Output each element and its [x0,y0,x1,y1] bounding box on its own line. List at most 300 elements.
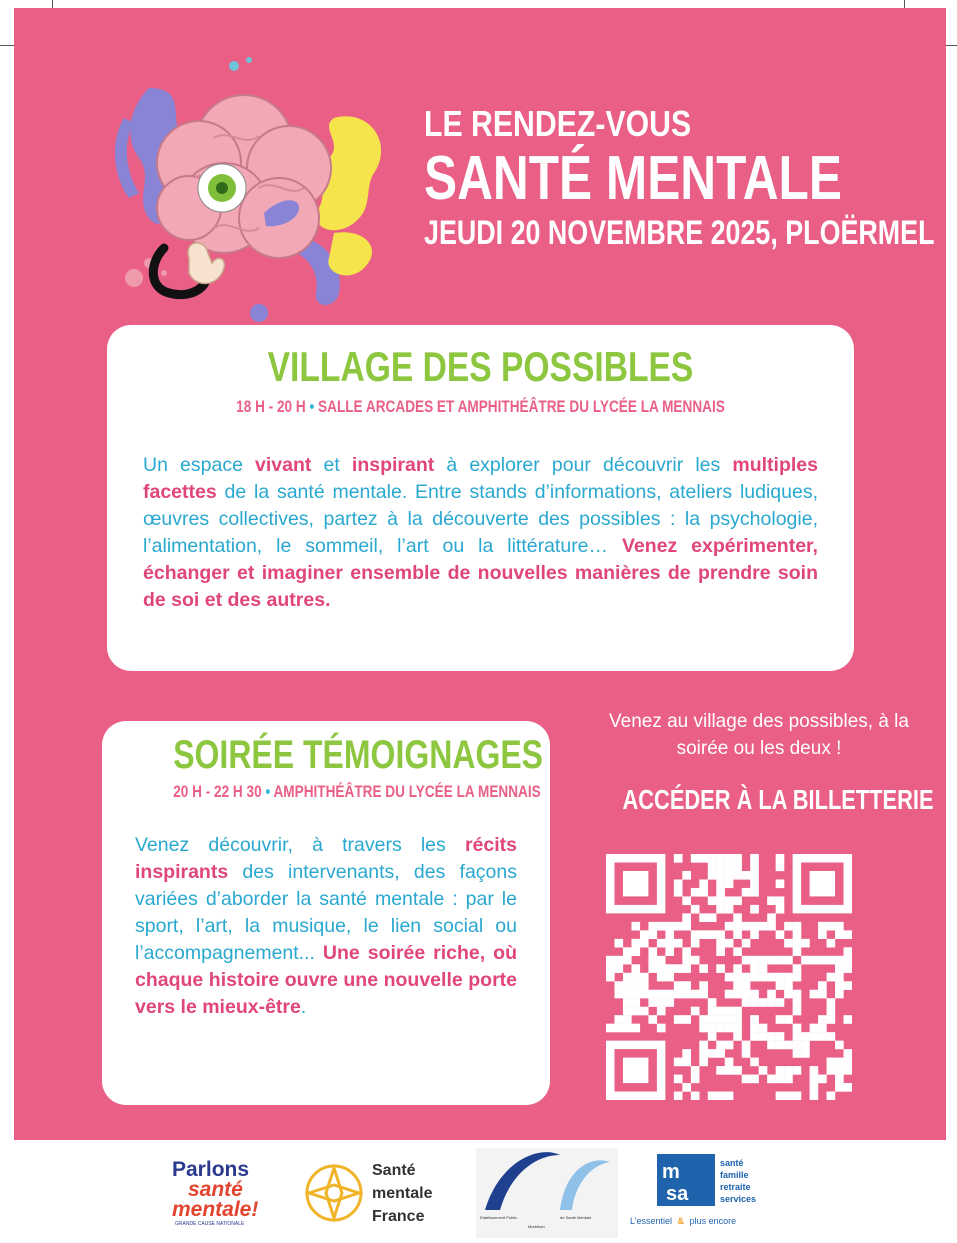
qr-module [733,1007,742,1016]
qr-module [648,922,657,931]
qr-module [835,1058,844,1067]
body-text: à explorer pour découvrir les [434,454,733,476]
qr-module [827,998,836,1007]
qr-module [818,1015,827,1024]
qr-module [733,947,742,956]
qr-module [810,990,819,999]
qr-module [725,1092,734,1100]
msa-line: retraite [720,1182,751,1192]
qr-module [818,922,827,931]
qr-module [708,1015,717,1024]
qr-module [699,1058,708,1067]
qr-module [657,964,666,973]
qr-module [725,905,734,914]
qr-module [716,1024,725,1033]
qr-module [776,862,785,871]
qr-module [793,1007,802,1016]
qr-module [767,896,776,905]
qr-module [699,913,708,922]
qr-module [657,998,666,1007]
msa-line: famille [720,1170,749,1180]
msa-line: services [720,1194,757,1204]
qr-module [674,879,683,888]
qr-module [614,939,623,948]
soiree-place: AMPHITHÉÂTRE DU LYCÉE LA MENNAIS [273,782,541,801]
epsm-bottom: Morbihan [528,1224,545,1229]
qr-module [750,964,759,973]
qr-module [810,1092,819,1100]
qr-module [691,1092,700,1100]
qr-module [835,922,844,931]
qr-module [776,1075,785,1084]
header-date-place: JEUDI 20 NOVEMBRE 2025, PLOËRMEL [424,214,935,252]
qr-module [708,1024,717,1033]
qr-module [733,854,742,863]
qr-module [776,1015,785,1024]
qr-module [818,990,827,999]
qr-module [725,973,734,982]
qr-module [827,1058,836,1067]
qr-module [750,1024,759,1033]
qr-module [716,939,725,948]
qr-module [623,1024,632,1033]
qr-module [759,922,768,931]
qr-module [784,973,793,982]
body-text: et [311,454,352,476]
parlons-sante-mentale-logo [172,1158,258,1227]
qr-module [614,981,623,990]
qr-module [665,922,674,931]
qr-module [674,964,683,973]
qr-module [708,854,717,863]
qr-module [750,956,759,965]
epsm-left: Etablissement Public [480,1215,518,1220]
qr-module [682,871,691,880]
qr-module [776,1092,785,1100]
qr-module [776,1032,785,1041]
qr-module [750,990,759,999]
qr-module [682,947,691,956]
psm-tagline: GRANDE CAUSE NATIONALE [175,1221,245,1227]
qr-module [793,1049,802,1058]
qr-module [827,1015,836,1024]
qr-module [708,871,717,880]
qr-module [716,862,725,871]
qr-module [784,981,793,990]
qr-module [793,964,802,973]
qr-module [682,1049,691,1058]
qr-module [699,879,708,888]
qr-module [674,922,683,931]
qr-module [614,964,623,973]
qr-module [776,998,785,1007]
qr-module [657,1007,666,1016]
qr-module [640,990,649,999]
qr-module [623,1058,648,1083]
msa-line: santé [720,1158,744,1168]
msa-slogan-a: L’essentiel [630,1216,673,1226]
qr-module [631,1007,640,1016]
qr-module [776,956,785,965]
qr-module [665,998,674,1007]
qr-module [793,947,802,956]
soiree-time: 20 H - 22 H 30 [173,782,262,801]
qr-module [682,990,691,999]
qr-module [682,956,691,965]
smf-line3: France [372,1208,425,1225]
qr-module [733,862,742,871]
header-line1: LE RENDEZ-VOUS [424,103,692,144]
qr-module [699,964,708,973]
qr-module [674,990,683,999]
qr-module [750,854,759,863]
qr-module [648,1015,657,1024]
qr-module [750,871,759,880]
qr-module [725,990,734,999]
qr-module [682,1015,691,1024]
qr-module [631,964,640,973]
psm-line1: Parlons [172,1158,250,1181]
qr-module [708,1032,717,1041]
qr-module [810,956,819,965]
qr-module [640,939,649,948]
qr-module [835,964,844,973]
msa-slogan-amp: & [677,1216,685,1226]
qr-module [648,990,657,999]
qr-module [810,1024,819,1033]
qr-module [657,990,666,999]
qr-module [793,922,802,931]
qr-module [725,854,734,863]
qr-module [733,922,742,931]
qr-module [716,1007,725,1016]
qr-module [733,1066,742,1075]
qr-module [810,871,835,896]
qr-module [742,956,751,965]
qr-module [733,896,742,905]
qr-module [750,922,759,931]
body-text: Venez découvrir, à travers les [135,834,465,856]
svg-text:L’essentiel & plus [630,1216,736,1226]
qr-module [835,990,844,999]
body-text: Un espace [143,454,256,476]
qr-module [716,1041,725,1050]
svg-text:sa: sa [666,1183,689,1205]
qr-module [623,947,632,956]
qr-module [801,1049,810,1058]
village-time: 18 H - 20 H [236,397,306,416]
qr-module [835,956,844,965]
qr-module [750,998,759,1007]
qr-module [801,1032,810,1041]
qr-module [623,998,632,1007]
qr-module [699,1049,708,1058]
qr-module [691,905,700,914]
ticket-qr-code[interactable] [606,854,852,1100]
qr-module [606,956,615,965]
qr-module [691,1066,700,1075]
qr-module [750,905,759,914]
qr-module [648,964,657,973]
qr-module [827,1032,836,1041]
qr-module [776,879,785,888]
ticket-section [584,708,934,816]
qr-module [657,956,666,965]
qr-module [776,896,785,905]
qr-module [750,930,759,939]
qr-module [844,1083,852,1092]
qr-module [725,862,734,871]
qr-module [759,1024,768,1033]
qr-module [793,990,802,999]
qr-module [776,930,785,939]
qr-module [827,1066,836,1075]
qr-module [725,922,734,931]
village-schedule [211,397,751,417]
village-place: SALLE ARCADES ET AMPHITHÉÂTRE DU LYCÉE LA MENNAIS [318,397,725,416]
qr-module [835,973,844,982]
brain-illustration [94,48,394,338]
qr-module [759,956,768,965]
highlight-text: multiples facettes [143,454,818,503]
qr-module [759,1066,768,1075]
qr-module [640,981,649,990]
smf-line1: Santé [372,1162,416,1179]
qr-module [750,1032,759,1041]
qr-module [716,1049,725,1058]
qr-module [725,1058,734,1067]
qr-module [725,1066,734,1075]
soiree-card [102,721,550,1105]
ticket-invitation: Venez au village des possibles, à la soirée ou les deux ! [609,711,909,759]
qr-module [716,905,725,914]
qr-module [614,956,623,965]
qr-module [725,939,734,948]
qr-module [827,922,836,931]
qr-module [733,1015,742,1024]
qr-module [708,1049,717,1058]
qr-module [827,1092,836,1100]
qr-module [708,896,717,905]
qr-module [835,930,844,939]
qr-module [742,1041,751,1050]
qr-module [742,981,751,990]
soiree-title: SOIRÉE TÉMOIGNAGES [173,733,544,777]
body-text: de la santé mentale. Entre stands d’informations, ateliers ludiques, œuvres collectives, partez à la découverte des possibles : la psychologie, l’alimentation, le sommeil, l’art ou la littérature… [143,481,818,557]
partner-logos [0,1140,957,1243]
highlight-text: inspirant [351,454,435,476]
qr-module [640,930,649,939]
qr-module [759,964,768,973]
qr-module [716,964,725,973]
qr-module [759,998,768,1007]
ticket-link-label[interactable]: ACCÉDER À LA BILLETTERIE [622,784,934,815]
qr-module [733,930,742,939]
qr-module [767,1032,776,1041]
qr-module [691,1075,700,1084]
epsm-morbihan-logo [476,1148,618,1238]
qr-module [733,871,742,880]
qr-module [725,871,734,880]
qr-module [750,862,759,871]
qr-module [818,1032,827,1041]
qr-module [648,947,657,956]
qr-module [742,998,751,1007]
qr-module [665,930,674,939]
epsm-right: de Santé Mentale [560,1215,592,1220]
qr-module [708,1007,717,1016]
qr-module [776,905,785,914]
qr-module [699,888,708,897]
qr-module [827,973,836,982]
qr-module [665,939,674,948]
qr-module [844,964,852,973]
qr-module [623,871,648,896]
psm-line2: santé [188,1178,243,1201]
qr-module [716,1015,725,1024]
qr-module [665,990,674,999]
qr-module [733,973,742,982]
qr-module [818,981,827,990]
qr-module [742,1075,751,1084]
qr-module [750,888,759,897]
qr-module [776,854,785,863]
qr-module [640,973,649,982]
qr-module [793,1092,802,1100]
qr-module [844,1015,852,1024]
qr-module [733,964,742,973]
qr-module [699,1024,708,1033]
qr-module [742,939,751,948]
qr-module [725,1007,734,1016]
qr-module [614,1015,623,1024]
qr-module [699,1041,708,1050]
qr-module [614,990,623,999]
qr-module [623,981,632,990]
qr-module [767,1041,776,1050]
qr-module [818,956,827,965]
qr-module [682,913,691,922]
qr-module [810,1032,819,1041]
qr-module [793,1032,802,1041]
qr-module [691,888,700,897]
qr-module [631,981,640,990]
qr-module [699,854,708,863]
body-text: . [300,996,307,1018]
qr-module [784,1066,793,1075]
qr-module [716,947,725,956]
qr-module [767,990,776,999]
qr-module [767,913,776,922]
qr-module [733,913,742,922]
qr-module [750,879,759,888]
qr-module [767,973,776,982]
qr-module [682,1083,691,1092]
highlight-text: récits inspirants [135,834,517,883]
event-header [424,103,946,252]
soiree-description [135,832,517,1021]
qr-module [674,1058,683,1067]
sante-mentale-france-logo [307,1162,433,1225]
qr-module [708,930,717,939]
msa-slogan-b: plus encore [689,1216,737,1226]
qr-module [682,896,691,905]
qr-module [767,922,776,931]
qr-module [733,981,742,990]
qr-module [810,1075,819,1084]
qr-module [665,964,674,973]
svg-text:m: m [662,1161,680,1183]
qr-module [716,1092,725,1100]
qr-module [835,1041,844,1050]
qr-module [691,930,700,939]
qr-module [699,990,708,999]
separator-dot: • [265,782,271,801]
qr-module [784,956,793,965]
qr-module [784,990,793,999]
qr-module [716,871,725,880]
qr-module [733,1032,742,1041]
qr-module [657,973,666,982]
qr-module [716,879,725,888]
highlight-text: vivant [255,454,312,476]
qr-module [623,990,632,999]
qr-module [691,1007,700,1016]
qr-module [750,973,759,982]
qr-module [674,1015,683,1024]
qr-module [716,1066,725,1075]
qr-module [657,922,666,931]
soiree-schedule [173,782,541,802]
qr-module [810,1083,819,1092]
smf-line2: mentale [372,1185,433,1202]
qr-module [801,1041,810,1050]
qr-module [725,896,734,905]
qr-module [691,990,700,999]
qr-module [657,939,666,948]
qr-module [742,871,751,880]
qr-module [742,888,751,897]
qr-module [648,930,657,939]
qr-module [665,947,674,956]
qr-module [699,930,708,939]
qr-module [708,1092,717,1100]
qr-module [708,913,717,922]
qr-module [767,956,776,965]
qr-module [742,973,751,982]
qr-module [784,1041,793,1050]
village-card [107,325,854,671]
qr-module [631,998,640,1007]
village-description [143,452,818,614]
qr-module [674,981,683,990]
qr-module [623,956,632,965]
qr-module [648,998,657,1007]
qr-module [691,956,700,965]
qr-module [750,1075,759,1084]
qr-module [716,896,725,905]
qr-module [725,1041,734,1050]
qr-module [750,1015,759,1024]
qr-module [725,1024,734,1033]
qr-module [631,947,640,956]
qr-module [793,1041,802,1050]
qr-module [708,998,717,1007]
qr-module [691,939,700,948]
qr-module [742,922,751,931]
qr-module [784,1015,793,1024]
qr-module [742,990,751,999]
